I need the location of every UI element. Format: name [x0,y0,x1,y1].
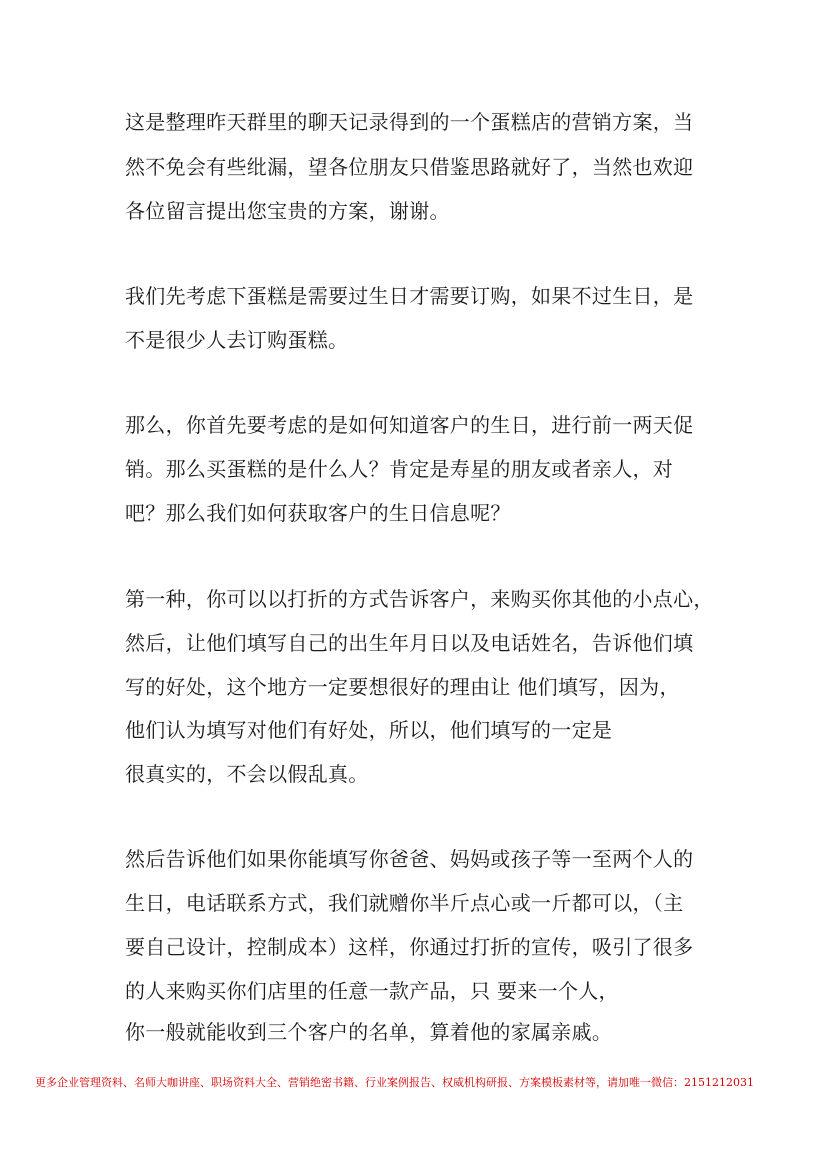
paragraph-2-line-2: 不是很少人去订购蛋糕。 [125,328,349,352]
paragraph-4-line-1: 第一种，你可以以打折的方式告诉客户，来购买你其他的小点心， [125,587,714,611]
paragraph-3-line-2: 销。那么买蛋糕的是什么人？肯定是寿星的朋友或者亲人，对 [125,457,674,481]
paragraph-5-line-4: 的人来购买你们店里的任意一款产品，只 要来一个人， [125,979,619,1003]
paragraph-1-line-3: 各位留言提出您宝贵的方案，谢谢。 [125,199,450,223]
paragraph-5-line-5: 你一般就能收到三个客户的名单，算着他的家属亲戚。 [125,1020,613,1044]
paragraph-1-line-2: 然不免会有些纰漏，望各位朋友只借鉴思路就好了，当然也欢迎 [125,155,694,179]
paragraph-5-line-3: 要自己设计，控制成本）这样，你通过打折的宣传，吸引了很多 [125,935,694,959]
paragraph-4-line-5: 很真实的，不会以假乱真。 [125,762,369,786]
paragraph-4-line-3: 写的好处，这个地方一定要想很好的理由让 他们填写，因为， [125,675,680,699]
promo-footer: 更多企业管理资料、名师大咖讲座、职场资料大全、营销绝密书籍、行业案例报告、权威机构研报、方案模板素材等，请加唯一微信：2151212031 [35,1076,754,1089]
paragraph-4-line-4: 他们认为填写对他们有好处，所以，他们填写的一定是 [125,718,613,742]
paragraph-5-line-2: 生日，电话联系方式，我们就赠你半斤点心或一斤都可以，（主 [125,891,684,915]
paragraph-2-line-1: 我们先考虑下蛋糕是需要过生日才需要订购，如果不过生日，是 [125,284,694,308]
paragraph-4-line-2: 然后，让他们填写自己的出生年月日以及电话姓名，告诉他们填 [125,631,694,655]
paragraph-1-line-1: 这是整理昨天群里的聊天记录得到的一个蛋糕店的营销方案，当 [125,110,694,134]
paragraph-5-line-1: 然后告诉他们如果你能填写你爸爸、妈妈或孩子等一至两个人的 [125,847,694,871]
paragraph-3-line-3: 吧？那么我们如何获取客户的生日信息呢？ [125,501,511,525]
paragraph-3-line-1: 那么，你首先要考虑的是如何知道客户的生日，进行前一两天促 [125,413,694,437]
